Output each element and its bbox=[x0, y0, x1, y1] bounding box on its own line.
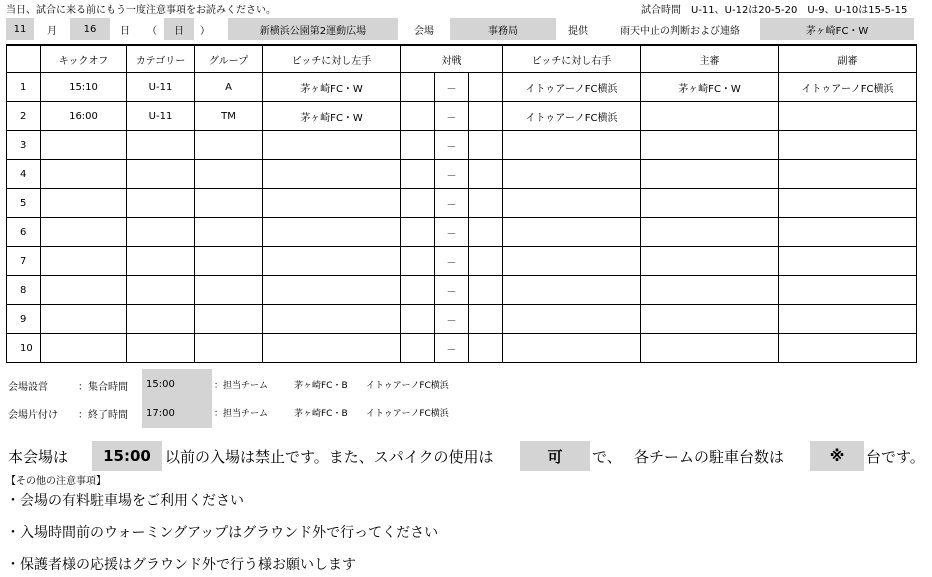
assistant-cell bbox=[779, 131, 917, 160]
kickoff-cell bbox=[41, 305, 127, 334]
score-right-cell bbox=[469, 102, 503, 131]
vs-dash-cell: － bbox=[435, 276, 469, 305]
score-left-cell bbox=[401, 189, 435, 218]
row-number: 8 bbox=[7, 276, 41, 305]
cleanup-team-1: 茅ヶ崎FC・B bbox=[294, 409, 348, 419]
note-item: ・保護者様の応援はグラウンド外で行う様お願いします bbox=[6, 557, 356, 573]
kickoff-cell bbox=[41, 189, 127, 218]
table-row bbox=[7, 102, 917, 131]
group-cell bbox=[195, 189, 263, 218]
schedule-table bbox=[6, 44, 917, 363]
entry-text-5: 台です。 bbox=[866, 448, 925, 466]
spike-permission: 可 bbox=[520, 441, 590, 471]
group-cell: TM bbox=[195, 102, 263, 131]
score-right-cell bbox=[469, 247, 503, 276]
note-item: ・入場時間前のウォーミングアップはグラウンド外で行ってください bbox=[6, 525, 439, 541]
row-number: 2 bbox=[7, 102, 41, 131]
referee-cell bbox=[641, 276, 779, 305]
left-team-cell bbox=[263, 305, 401, 334]
group-cell: A bbox=[195, 73, 263, 102]
cleanup-team-label: ：担当チーム bbox=[214, 409, 269, 419]
table-row bbox=[7, 73, 917, 102]
header-group: グループ bbox=[195, 45, 263, 73]
header-referee: 主審 bbox=[641, 45, 779, 73]
vs-dash-cell: － bbox=[435, 305, 469, 334]
category-cell bbox=[127, 334, 195, 363]
table-row bbox=[7, 218, 917, 247]
referee-cell: 茅ヶ崎FC・W bbox=[641, 73, 779, 102]
table-row bbox=[7, 160, 917, 189]
vs-dash-cell: － bbox=[435, 189, 469, 218]
month-unit: 月 bbox=[47, 25, 57, 37]
table-row bbox=[7, 247, 917, 276]
table-row bbox=[7, 305, 917, 334]
category-cell: U-11 bbox=[127, 73, 195, 102]
assistant-cell bbox=[779, 189, 917, 218]
row-number: 10 bbox=[7, 334, 41, 363]
table-row bbox=[7, 131, 917, 160]
kickoff-cell bbox=[41, 276, 127, 305]
score-left-cell bbox=[401, 305, 435, 334]
left-team-cell bbox=[263, 334, 401, 363]
score-right-cell bbox=[469, 73, 503, 102]
score-left-cell bbox=[401, 73, 435, 102]
left-team-cell bbox=[263, 276, 401, 305]
header-left-team: ピッチに対し左手 bbox=[263, 45, 401, 73]
entry-text-1: 本会場は bbox=[8, 448, 69, 466]
kickoff-cell bbox=[41, 218, 127, 247]
month-value: 11 bbox=[6, 18, 34, 40]
vs-dash-cell: － bbox=[435, 247, 469, 276]
right-team-cell: イトゥアーノFC横浜 bbox=[503, 73, 641, 102]
kickoff-cell bbox=[41, 131, 127, 160]
venue-label: 会場 bbox=[414, 25, 434, 37]
score-left-cell bbox=[401, 102, 435, 131]
setup-label: 会場設営 bbox=[8, 382, 48, 393]
score-right-cell bbox=[469, 218, 503, 247]
rain-team: 茅ヶ崎FC・W bbox=[760, 18, 914, 40]
group-cell bbox=[195, 160, 263, 189]
score-left-cell bbox=[401, 276, 435, 305]
category-cell bbox=[127, 131, 195, 160]
left-team-cell bbox=[263, 160, 401, 189]
group-cell bbox=[195, 305, 263, 334]
setup-team-label: ：担当チーム bbox=[214, 381, 269, 391]
score-right-cell bbox=[469, 189, 503, 218]
score-left-cell bbox=[401, 160, 435, 189]
right-team-cell bbox=[503, 218, 641, 247]
referee-cell bbox=[641, 189, 779, 218]
row-number: 6 bbox=[7, 218, 41, 247]
referee-cell bbox=[641, 102, 779, 131]
group-cell bbox=[195, 218, 263, 247]
left-team-cell: 茅ヶ崎FC・W bbox=[263, 73, 401, 102]
row-number: 1 bbox=[7, 73, 41, 102]
assistant-cell bbox=[779, 247, 917, 276]
parking-count: ※ bbox=[810, 441, 864, 471]
entry-text-4: 各チームの駐車台数は bbox=[634, 448, 785, 466]
score-right-cell bbox=[469, 305, 503, 334]
score-right-cell bbox=[469, 160, 503, 189]
assistant-cell bbox=[779, 334, 917, 363]
group-cell bbox=[195, 247, 263, 276]
entry-text-2: 以前の入場は禁止です。また、スパイクの使用は bbox=[165, 448, 494, 466]
table-row bbox=[7, 189, 917, 218]
referee-cell bbox=[641, 334, 779, 363]
right-team-cell bbox=[503, 247, 641, 276]
header-no bbox=[7, 45, 41, 73]
vs-dash-cell: － bbox=[435, 334, 469, 363]
right-team-cell bbox=[503, 305, 641, 334]
referee-cell bbox=[641, 305, 779, 334]
row-number: 4 bbox=[7, 160, 41, 189]
referee-cell bbox=[641, 131, 779, 160]
venue-name: 新横浜公園第2運動広場 bbox=[228, 18, 398, 40]
vs-dash-cell: － bbox=[435, 218, 469, 247]
assistant-cell bbox=[779, 218, 917, 247]
left-team-cell bbox=[263, 189, 401, 218]
referee-cell bbox=[641, 218, 779, 247]
category-cell bbox=[127, 276, 195, 305]
table-header-row bbox=[7, 45, 917, 73]
score-left-cell bbox=[401, 334, 435, 363]
setup-time: 15:00 bbox=[142, 369, 212, 399]
match-time-note: 試合時間 U-11、U-12は20-5-20 U-9、U-10は15-5-15 bbox=[641, 5, 908, 16]
vs-dash-cell: － bbox=[435, 160, 469, 189]
score-left-cell bbox=[401, 131, 435, 160]
day-unit: 日 bbox=[120, 25, 130, 37]
category-cell: U-11 bbox=[127, 102, 195, 131]
cleanup-time: 17:00 bbox=[142, 398, 212, 428]
score-right-cell bbox=[469, 131, 503, 160]
entry-time: 15:00 bbox=[92, 441, 162, 471]
right-team-cell bbox=[503, 160, 641, 189]
row-number: 3 bbox=[7, 131, 41, 160]
assistant-cell: イトゥアーノFC横浜 bbox=[779, 73, 917, 102]
paren-open: （ bbox=[147, 25, 157, 37]
assistant-cell bbox=[779, 102, 917, 131]
header-kickoff: キックオフ bbox=[41, 45, 127, 73]
header-vs: 対戦 bbox=[401, 45, 503, 73]
right-team-cell bbox=[503, 189, 641, 218]
row-number: 7 bbox=[7, 247, 41, 276]
left-team-cell bbox=[263, 131, 401, 160]
referee-cell bbox=[641, 160, 779, 189]
cleanup-team-2: イトゥアーノFC横浜 bbox=[366, 409, 449, 419]
right-team-cell: イトゥアーノFC横浜 bbox=[503, 102, 641, 131]
setup-time-label: ：集合時間 bbox=[78, 382, 128, 393]
score-right-cell bbox=[469, 276, 503, 305]
header-category: カテゴリー bbox=[127, 45, 195, 73]
group-cell bbox=[195, 131, 263, 160]
score-right-cell bbox=[469, 334, 503, 363]
category-cell bbox=[127, 160, 195, 189]
other-notes-heading: 【その他の注意事項】 bbox=[6, 476, 106, 487]
assistant-cell bbox=[779, 305, 917, 334]
kickoff-cell: 16:00 bbox=[41, 102, 127, 131]
office-label: 事務局 bbox=[450, 18, 556, 40]
table-row bbox=[7, 276, 917, 305]
group-cell bbox=[195, 276, 263, 305]
right-team-cell bbox=[503, 131, 641, 160]
paren-close: ） bbox=[200, 25, 210, 37]
header-assistant: 副審 bbox=[779, 45, 917, 73]
category-cell bbox=[127, 247, 195, 276]
vs-dash-cell: － bbox=[435, 73, 469, 102]
header-right-team: ピッチに対し右手 bbox=[503, 45, 641, 73]
category-cell bbox=[127, 305, 195, 334]
category-cell bbox=[127, 218, 195, 247]
day-value: 16 bbox=[70, 18, 110, 40]
score-left-cell bbox=[401, 218, 435, 247]
rain-label: 雨天中止の判断および連絡 bbox=[620, 25, 740, 37]
top-note: 当日、試合に来る前にもう一度注意事項をお読みください。 bbox=[6, 5, 276, 16]
left-team-cell: 茅ヶ崎FC・W bbox=[263, 102, 401, 131]
weekday-value: 日 bbox=[164, 18, 194, 40]
row-number: 9 bbox=[7, 305, 41, 334]
kickoff-cell: 15:10 bbox=[41, 73, 127, 102]
row-number: 5 bbox=[7, 189, 41, 218]
left-team-cell bbox=[263, 218, 401, 247]
category-cell bbox=[127, 189, 195, 218]
cleanup-time-label: ：終了時間 bbox=[78, 410, 128, 421]
setup-team-1: 茅ヶ崎FC・B bbox=[294, 381, 348, 391]
entry-text-3: で、 bbox=[592, 448, 622, 466]
kickoff-cell bbox=[41, 334, 127, 363]
note-item: ・会場の有料駐車場をご利用ください bbox=[6, 493, 244, 509]
table-row bbox=[7, 334, 917, 363]
vs-dash-cell: － bbox=[435, 102, 469, 131]
setup-team-2: イトゥアーノFC横浜 bbox=[366, 381, 449, 391]
score-left-cell bbox=[401, 247, 435, 276]
right-team-cell bbox=[503, 334, 641, 363]
referee-cell bbox=[641, 247, 779, 276]
group-cell bbox=[195, 334, 263, 363]
assistant-cell bbox=[779, 160, 917, 189]
cleanup-label: 会場片付け bbox=[8, 410, 58, 421]
assistant-cell bbox=[779, 276, 917, 305]
kickoff-cell bbox=[41, 160, 127, 189]
left-team-cell bbox=[263, 247, 401, 276]
vs-dash-cell: － bbox=[435, 131, 469, 160]
provide-label: 提供 bbox=[568, 25, 588, 37]
kickoff-cell bbox=[41, 247, 127, 276]
right-team-cell bbox=[503, 276, 641, 305]
